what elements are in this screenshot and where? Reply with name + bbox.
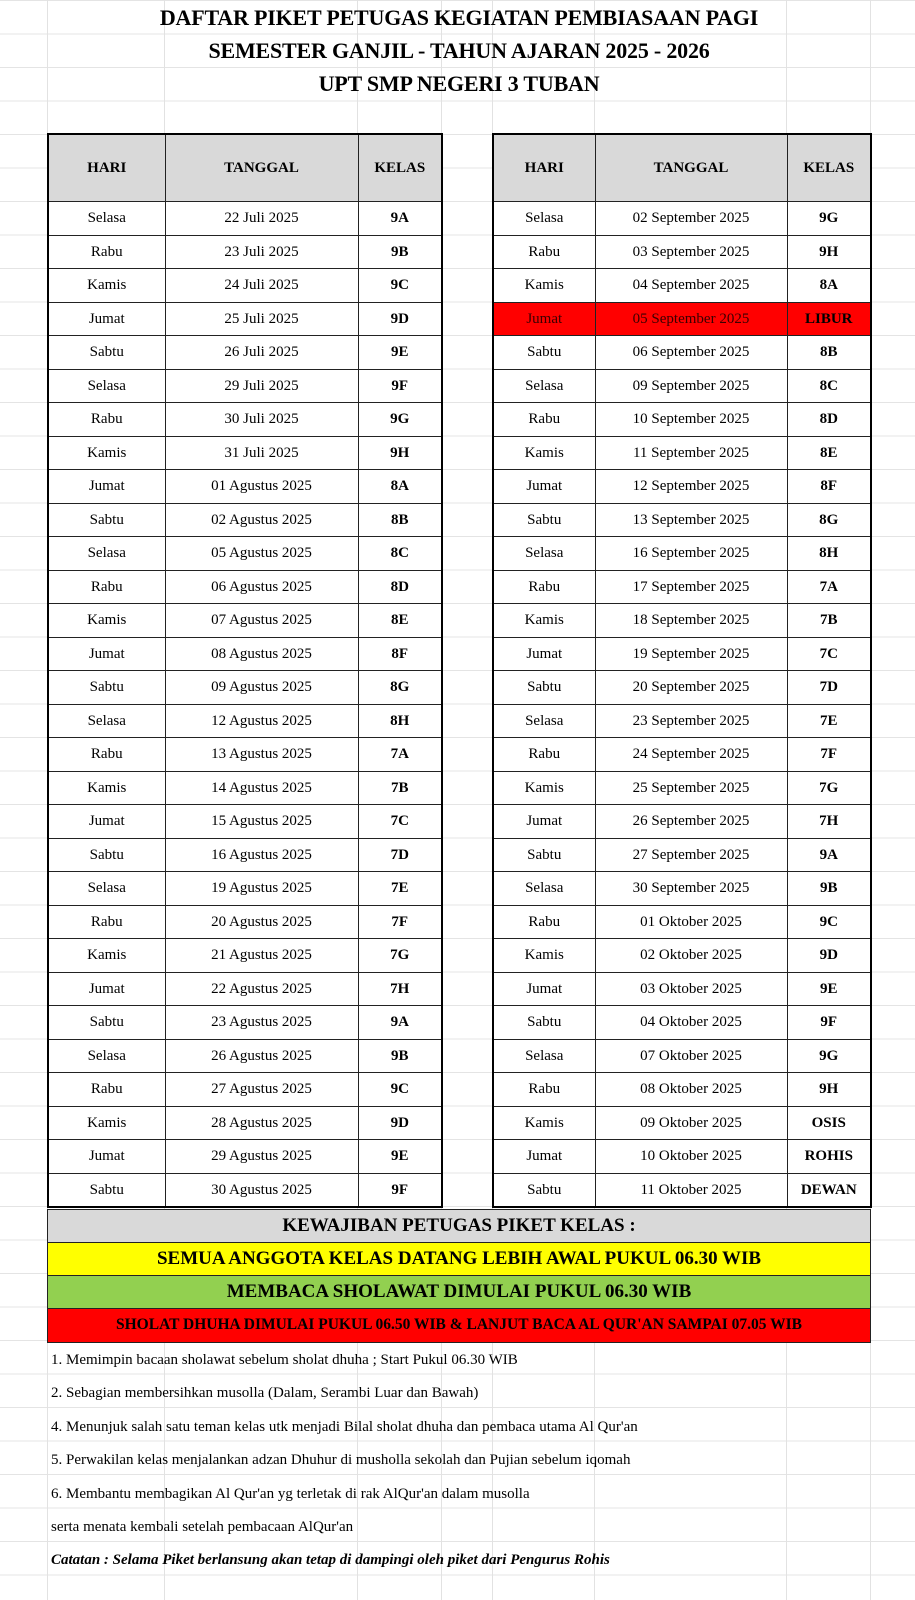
table-row: [48, 403, 442, 437]
cell-tanggal: 30 Juli 2025: [165, 403, 358, 437]
cell-hari: Rabu: [48, 905, 165, 939]
cell-hari: Kamis: [48, 1106, 165, 1140]
table-row: [493, 436, 871, 470]
cell-hari: Sabtu: [493, 671, 595, 705]
cell-hari: Rabu: [493, 235, 595, 269]
table-row: [48, 637, 442, 671]
cell-tanggal: 11 Oktober 2025: [595, 1173, 787, 1207]
cell-hari: Sabtu: [493, 1173, 595, 1207]
table-row: [48, 202, 442, 236]
duty-note-1: 1. Memimpin bacaan sholawat sebelum sholat dhuha ; Start Pukul 06.30 WIB: [51, 1352, 518, 1368]
cell-kelas: 7A: [358, 738, 442, 772]
cell-kelas: 7D: [358, 838, 442, 872]
cell-kelas: 8H: [787, 537, 871, 571]
cell-hari: Jumat: [493, 302, 595, 336]
cell-kelas: 8B: [787, 336, 871, 370]
table-row: [48, 905, 442, 939]
cell-tanggal: 09 Agustus 2025: [165, 671, 358, 705]
cell-tanggal: 25 September 2025: [595, 771, 787, 805]
table-row: [493, 1106, 871, 1140]
table-row: [493, 939, 871, 973]
page-subtitle: SEMESTER GANJIL - TAHUN AJARAN 2025 - 2026: [208, 38, 710, 63]
cell-tanggal: 27 Agustus 2025: [165, 1073, 358, 1107]
cell-kelas: 9A: [358, 202, 442, 236]
cell-tanggal: 29 Agustus 2025: [165, 1140, 358, 1174]
table-row: [493, 235, 871, 269]
cell-kelas: 9D: [358, 302, 442, 336]
cell-kelas: 9B: [358, 235, 442, 269]
cell-hari: Rabu: [48, 1073, 165, 1107]
schedule-table-right: [492, 133, 872, 1208]
cell-hari: Jumat: [493, 470, 595, 504]
cell-kelas: 7F: [787, 738, 871, 772]
cell-tanggal: 22 Juli 2025: [165, 202, 358, 236]
cell-tanggal: 07 Agustus 2025: [165, 604, 358, 638]
cell-hari: Kamis: [493, 436, 595, 470]
cell-kelas: 9D: [787, 939, 871, 973]
cell-hari: Rabu: [48, 570, 165, 604]
cell-hari: Jumat: [493, 1140, 595, 1174]
duties-heading-banner: KEWAJIBAN PETUGAS PIKET KELAS :: [47, 1209, 871, 1244]
cell-tanggal: 02 Oktober 2025: [595, 939, 787, 973]
school-name: UPT SMP NEGERI 3 TUBAN: [318, 71, 600, 96]
cell-kelas: 9G: [358, 403, 442, 437]
cell-tanggal: 23 September 2025: [595, 704, 787, 738]
cell-kelas: 8A: [358, 470, 442, 504]
arrival-time-banner: SEMUA ANGGOTA KELAS DATANG LEBIH AWAL PUKUL 06.30 WIB: [47, 1242, 871, 1277]
table-row: [48, 436, 442, 470]
table-row: [493, 1140, 871, 1174]
table-row: [48, 470, 442, 504]
table-header-row: [48, 134, 442, 202]
cell-kelas: 9C: [358, 1073, 442, 1107]
table-row: [48, 1039, 442, 1073]
cell-hari: Kamis: [493, 269, 595, 303]
table-row: [48, 570, 442, 604]
cell-tanggal: 14 Agustus 2025: [165, 771, 358, 805]
cell-hari: Rabu: [493, 570, 595, 604]
cell-kelas: 8H: [358, 704, 442, 738]
cell-hari: Rabu: [493, 905, 595, 939]
table-row: [493, 738, 871, 772]
cell-tanggal: 13 Agustus 2025: [165, 738, 358, 772]
table-row: [493, 369, 871, 403]
cell-kelas: 8C: [358, 537, 442, 571]
table-row: [48, 604, 442, 638]
cell-kelas: 7C: [358, 805, 442, 839]
table-row: [48, 771, 442, 805]
table-row: [493, 403, 871, 437]
table-row: [493, 503, 871, 537]
cell-kelas: 7E: [358, 872, 442, 906]
cell-hari: Selasa: [493, 704, 595, 738]
cell-hari: Selasa: [48, 202, 165, 236]
table-row: [493, 671, 871, 705]
table-row: [493, 972, 871, 1006]
table-row: [48, 369, 442, 403]
cell-kelas: 9H: [787, 235, 871, 269]
cell-hari: Sabtu: [493, 838, 595, 872]
cell-tanggal: 18 September 2025: [595, 604, 787, 638]
cell-kelas: 8E: [787, 436, 871, 470]
cell-tanggal: 05 Agustus 2025: [165, 537, 358, 571]
cell-hari: Sabtu: [493, 336, 595, 370]
table-row: [493, 1073, 871, 1107]
column-header-hari: HARI: [48, 134, 165, 202]
cell-tanggal: 24 Juli 2025: [165, 269, 358, 303]
table-row: [493, 470, 871, 504]
cell-tanggal: 30 September 2025: [595, 872, 787, 906]
table-row: [493, 872, 871, 906]
cell-hari: Jumat: [493, 637, 595, 671]
cell-tanggal: 23 Juli 2025: [165, 235, 358, 269]
cell-tanggal: 10 September 2025: [595, 403, 787, 437]
cell-kelas: 9A: [358, 1006, 442, 1040]
cell-hari: Sabtu: [48, 1006, 165, 1040]
cell-kelas: 8G: [787, 503, 871, 537]
cell-kelas: 7H: [358, 972, 442, 1006]
table-row: [493, 604, 871, 638]
cell-tanggal: 15 Agustus 2025: [165, 805, 358, 839]
cell-kelas: 9G: [787, 202, 871, 236]
table-row: [48, 805, 442, 839]
table-row: [48, 1073, 442, 1107]
cell-hari: Jumat: [48, 302, 165, 336]
cell-tanggal: 21 Agustus 2025: [165, 939, 358, 973]
cell-tanggal: 03 Oktober 2025: [595, 972, 787, 1006]
table-row: [493, 202, 871, 236]
cell-kelas: 9F: [358, 369, 442, 403]
cell-hari: Selasa: [493, 872, 595, 906]
cell-hari: Jumat: [493, 972, 595, 1006]
cell-tanggal: 26 Juli 2025: [165, 336, 358, 370]
cell-hari: Sabtu: [493, 1006, 595, 1040]
cell-hari: Kamis: [493, 939, 595, 973]
cell-kelas: 7D: [787, 671, 871, 705]
cell-kelas: 9A: [787, 838, 871, 872]
cell-hari: Jumat: [48, 470, 165, 504]
table-row: [48, 704, 442, 738]
cell-kelas: 8F: [358, 637, 442, 671]
duty-note-6: 6. Membantu membagikan Al Qur'an yg terletak di rak AlQur'an dalam musolla: [51, 1486, 530, 1502]
table-row: [48, 235, 442, 269]
cell-tanggal: 26 Agustus 2025: [165, 1039, 358, 1073]
cell-kelas: 8C: [787, 369, 871, 403]
cell-hari: Selasa: [493, 369, 595, 403]
cell-kelas: 7H: [787, 805, 871, 839]
cell-kelas: 9F: [358, 1173, 442, 1207]
table-row: [493, 905, 871, 939]
cell-hari: Kamis: [493, 771, 595, 805]
cell-hari: Kamis: [48, 604, 165, 638]
cell-tanggal: 22 Agustus 2025: [165, 972, 358, 1006]
cell-hari: Sabtu: [48, 1173, 165, 1207]
cell-hari: Sabtu: [493, 503, 595, 537]
cell-kelas: 9F: [787, 1006, 871, 1040]
cell-kelas: 9G: [787, 1039, 871, 1073]
table-row: [493, 805, 871, 839]
cell-tanggal: 07 Oktober 2025: [595, 1039, 787, 1073]
cell-tanggal: 19 September 2025: [595, 637, 787, 671]
cell-kelas: 7G: [787, 771, 871, 805]
table-row: [493, 771, 871, 805]
cell-tanggal: 28 Agustus 2025: [165, 1106, 358, 1140]
cell-hari: Kamis: [48, 939, 165, 973]
cell-tanggal: 12 Agustus 2025: [165, 704, 358, 738]
table-row: [493, 838, 871, 872]
cell-hari: Selasa: [48, 704, 165, 738]
cell-tanggal: 29 Juli 2025: [165, 369, 358, 403]
cell-hari: Kamis: [48, 771, 165, 805]
cell-tanggal: 12 September 2025: [595, 470, 787, 504]
column-header-hari: HARI: [493, 134, 595, 202]
table-row: [48, 336, 442, 370]
cell-kelas: 7C: [787, 637, 871, 671]
table-row: [493, 637, 871, 671]
cell-tanggal: 27 September 2025: [595, 838, 787, 872]
table-row: [48, 537, 442, 571]
cell-hari: Kamis: [48, 269, 165, 303]
column-header-tanggal: TANGGAL: [595, 134, 787, 202]
table-row-holiday: [493, 302, 871, 336]
cell-tanggal: 17 September 2025: [595, 570, 787, 604]
cell-kelas: 9D: [358, 1106, 442, 1140]
cell-hari: Kamis: [493, 604, 595, 638]
cell-kelas: 8B: [358, 503, 442, 537]
cell-tanggal: 01 Oktober 2025: [595, 905, 787, 939]
cell-kelas: 9B: [787, 872, 871, 906]
cell-tanggal: 01 Agustus 2025: [165, 470, 358, 504]
cell-tanggal: 16 September 2025: [595, 537, 787, 571]
cell-hari: Selasa: [493, 202, 595, 236]
duty-note-4: 4. Menunjuk salah satu teman kelas utk menjadi Bilal sholat dhuha dan pembaca utama Al Qur'an: [51, 1419, 638, 1435]
cell-kelas: ROHIS: [787, 1140, 871, 1174]
cell-kelas: 8A: [787, 269, 871, 303]
cell-tanggal: 08 Oktober 2025: [595, 1073, 787, 1107]
cell-tanggal: 09 September 2025: [595, 369, 787, 403]
dhuha-time-banner: SHOLAT DHUHA DIMULAI PUKUL 06.50 WIB & LANJUT BACA AL QUR'AN SAMPAI 07.05 WIB: [47, 1308, 871, 1343]
cell-hari: Selasa: [48, 369, 165, 403]
cell-kelas: 8E: [358, 604, 442, 638]
cell-hari: Rabu: [493, 738, 595, 772]
table-row: [48, 738, 442, 772]
cell-tanggal: 06 September 2025: [595, 336, 787, 370]
cell-tanggal: 03 September 2025: [595, 235, 787, 269]
cell-hari: Rabu: [48, 235, 165, 269]
cell-hari: Kamis: [493, 1106, 595, 1140]
duty-note-6-continued: serta menata kembali setelah pembacaan AlQur'an: [51, 1519, 354, 1535]
table-row: [48, 872, 442, 906]
cell-tanggal: 20 September 2025: [595, 671, 787, 705]
cell-tanggal: 10 Oktober 2025: [595, 1140, 787, 1174]
table-header-row: [493, 134, 871, 202]
cell-hari: Selasa: [48, 872, 165, 906]
column-header-tanggal: TANGGAL: [165, 134, 358, 202]
table-row: [493, 269, 871, 303]
cell-kelas: DEWAN: [787, 1173, 871, 1207]
table-row: [493, 537, 871, 571]
cell-hari: Selasa: [48, 537, 165, 571]
schedule-table-left: [47, 133, 443, 1208]
cell-tanggal: 02 September 2025: [595, 202, 787, 236]
cell-hari: Rabu: [48, 403, 165, 437]
page-title: DAFTAR PIKET PETUGAS KEGIATAN PEMBIASAAN PAGI: [159, 5, 759, 30]
cell-kelas: 8F: [787, 470, 871, 504]
cell-kelas: 8D: [787, 403, 871, 437]
cell-hari: Sabtu: [48, 336, 165, 370]
cell-tanggal: 24 September 2025: [595, 738, 787, 772]
table-row: [48, 1006, 442, 1040]
cell-kelas: 9C: [358, 269, 442, 303]
cell-tanggal: 11 September 2025: [595, 436, 787, 470]
table-row: [48, 302, 442, 336]
table-row: [493, 1006, 871, 1040]
cell-tanggal: 04 September 2025: [595, 269, 787, 303]
cell-kelas: 9E: [358, 336, 442, 370]
cell-hari: Sabtu: [48, 503, 165, 537]
cell-kelas: 7G: [358, 939, 442, 973]
cell-kelas: 9E: [787, 972, 871, 1006]
cell-kelas: 7B: [358, 771, 442, 805]
cell-hari: Sabtu: [48, 671, 165, 705]
table-row: [48, 503, 442, 537]
cell-kelas: 9B: [358, 1039, 442, 1073]
cell-hari: Jumat: [48, 805, 165, 839]
cell-hari: Rabu: [493, 403, 595, 437]
cell-kelas: OSIS: [787, 1106, 871, 1140]
cell-hari: Selasa: [493, 1039, 595, 1073]
table-row: [48, 1106, 442, 1140]
cell-hari: Jumat: [48, 637, 165, 671]
table-row: [48, 1140, 442, 1174]
duty-note-2: 2. Sebagian membersihkan musolla (Dalam, Serambi Luar dan Bawah): [51, 1385, 479, 1401]
duty-note-5: 5. Perwakilan kelas menjalankan adzan Dhuhur di musholla sekolah dan Pujian sebelum iqomah: [51, 1452, 631, 1468]
cell-hari: Sabtu: [48, 838, 165, 872]
cell-tanggal: 31 Juli 2025: [165, 436, 358, 470]
cell-kelas: LIBUR: [787, 302, 871, 336]
cell-tanggal: 25 Juli 2025: [165, 302, 358, 336]
column-header-kelas: KELAS: [358, 134, 442, 202]
table-row: [48, 939, 442, 973]
cell-tanggal: 05 September 2025: [595, 302, 787, 336]
table-row: [48, 838, 442, 872]
cell-tanggal: 23 Agustus 2025: [165, 1006, 358, 1040]
table-row: [493, 1039, 871, 1073]
cell-tanggal: 16 Agustus 2025: [165, 838, 358, 872]
cell-hari: Selasa: [493, 537, 595, 571]
cell-tanggal: 02 Agustus 2025: [165, 503, 358, 537]
table-row: [48, 671, 442, 705]
table-row: [493, 1173, 871, 1207]
cell-kelas: 9H: [358, 436, 442, 470]
cell-kelas: 9H: [787, 1073, 871, 1107]
column-header-kelas: KELAS: [787, 134, 871, 202]
cell-kelas: 9C: [787, 905, 871, 939]
table-row: [48, 1173, 442, 1207]
cell-kelas: 8G: [358, 671, 442, 705]
cell-tanggal: 20 Agustus 2025: [165, 905, 358, 939]
cell-tanggal: 09 Oktober 2025: [595, 1106, 787, 1140]
cell-kelas: 9E: [358, 1140, 442, 1174]
cell-tanggal: 08 Agustus 2025: [165, 637, 358, 671]
cell-tanggal: 13 September 2025: [595, 503, 787, 537]
cell-hari: Jumat: [493, 805, 595, 839]
cell-tanggal: 19 Agustus 2025: [165, 872, 358, 906]
cell-hari: Selasa: [48, 1039, 165, 1073]
cell-hari: Rabu: [493, 1073, 595, 1107]
cell-tanggal: 30 Agustus 2025: [165, 1173, 358, 1207]
cell-kelas: 8D: [358, 570, 442, 604]
table-row: [48, 972, 442, 1006]
cell-hari: Jumat: [48, 972, 165, 1006]
table-row: [493, 570, 871, 604]
cell-kelas: 7E: [787, 704, 871, 738]
cell-hari: Rabu: [48, 738, 165, 772]
cell-hari: Kamis: [48, 436, 165, 470]
cell-hari: Jumat: [48, 1140, 165, 1174]
cell-tanggal: 26 September 2025: [595, 805, 787, 839]
cell-tanggal: 06 Agustus 2025: [165, 570, 358, 604]
cell-kelas: 7A: [787, 570, 871, 604]
cell-kelas: 7B: [787, 604, 871, 638]
cell-kelas: 7F: [358, 905, 442, 939]
table-row: [493, 704, 871, 738]
table-row: [493, 336, 871, 370]
cell-tanggal: 04 Oktober 2025: [595, 1006, 787, 1040]
sholawat-time-banner: MEMBACA SHOLAWAT DIMULAI PUKUL 06.30 WIB: [47, 1275, 871, 1310]
table-row: [48, 269, 442, 303]
catatan-note: Catatan : Selama Piket berlansung akan tetap di dampingi oleh piket dari Pengurus Rohis: [51, 1552, 610, 1568]
